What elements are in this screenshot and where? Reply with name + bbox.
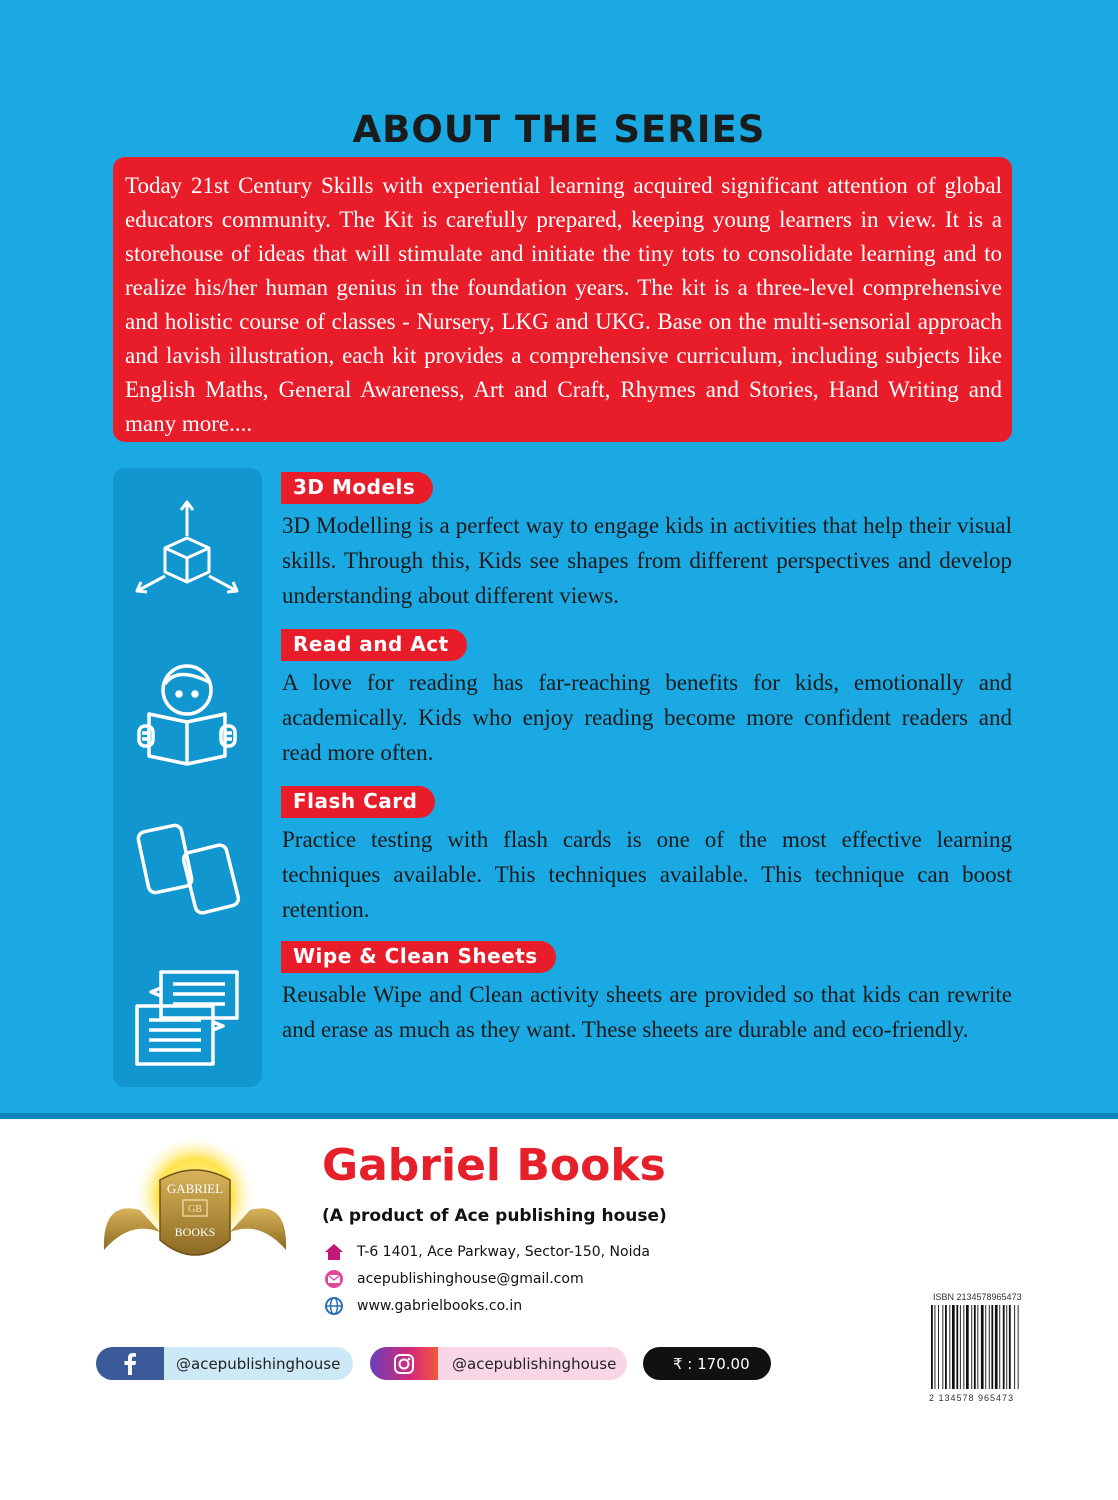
feature-3d-models	[281, 472, 1012, 613]
barcode-bar	[956, 1305, 958, 1389]
email-text[interactable]: acepublishinghouse@gmail.com	[357, 1271, 584, 1287]
price-text: ₹ : 170.00	[673, 1354, 750, 1373]
price-badge	[643, 1347, 771, 1380]
website-row	[323, 1296, 522, 1316]
feature-text: A love for reading has far-reaching benefits for kids, emotionally and academically. Kids who enjoy reading become more confident readers and read more often.	[282, 670, 1012, 765]
barcode-bar	[949, 1305, 950, 1389]
barcode-bar	[989, 1305, 990, 1389]
barcode-bar	[935, 1305, 936, 1389]
barcode-bar	[938, 1305, 939, 1389]
facebook-badge[interactable]	[96, 1347, 353, 1380]
barcode-bar	[931, 1305, 933, 1389]
address-row	[323, 1242, 650, 1262]
feature-read-and-act	[281, 629, 1012, 770]
icon-column	[113, 468, 262, 1087]
barcode-bar	[981, 1305, 984, 1389]
feature-text: Practice testing with flash cards is one of the most effective learning techniques available. This techniques available. This technique can boost retention.	[282, 827, 1012, 922]
barcode-bar	[952, 1305, 955, 1389]
website-text[interactable]: www.gabrielbooks.co.in	[357, 1298, 523, 1314]
barcode-bar	[945, 1305, 947, 1389]
isbn-label: ISBN 2134578965473	[933, 1292, 1022, 1302]
barcode-bar	[991, 1305, 993, 1389]
child-reading-icon	[125, 648, 250, 773]
barcode-bar	[963, 1305, 964, 1389]
publisher-name: Gabriel Books	[322, 1140, 666, 1191]
publisher-tagline: (A product of Ace publishing house)	[322, 1206, 667, 1226]
feature-wipe-clean	[281, 941, 1012, 1047]
barcode-bar	[942, 1305, 943, 1389]
instagram-badge[interactable]	[370, 1347, 627, 1380]
logo-text-bottom: BOOKS	[174, 1225, 216, 1239]
feature-title: Wipe & Clean Sheets	[281, 941, 556, 973]
barcode-bar	[1003, 1305, 1005, 1389]
barcode-bar	[985, 1305, 986, 1389]
feature-title: Flash Card	[281, 786, 435, 818]
feature-title: Read and Act	[281, 629, 467, 661]
barcode-bar	[1014, 1305, 1015, 1389]
barcode-bar	[974, 1305, 976, 1389]
facebook-handle[interactable]: @acepublishinghouse	[176, 1354, 341, 1373]
barcode-bar	[1006, 1305, 1007, 1389]
barcode-bar	[960, 1305, 961, 1389]
feature-text: Reusable Wipe and Clean activity sheets are provided so that kids can rewrite and erase as much as they want. These sheets are durable and eco-friendly.	[282, 982, 1012, 1042]
email-row	[323, 1269, 584, 1289]
page-title: ABOUT THE SERIES	[352, 108, 766, 151]
feature-text: 3D Modelling is a perfect way to engage kids in activities that help their visual skills. Through this, Kids see shapes from different perspectives and develop understanding about different views.	[282, 513, 1012, 608]
cube-arrows-icon	[125, 490, 250, 615]
facebook-icon	[96, 1347, 164, 1380]
barcode-bar	[1018, 1305, 1019, 1389]
sheets-icon	[125, 958, 250, 1083]
isbn-digits: 2 134578 965473	[929, 1393, 1015, 1403]
flash-cards-icon	[125, 808, 250, 933]
barcode-bar	[999, 1305, 1000, 1389]
barcode	[929, 1303, 1033, 1391]
address-text: T-6 1401, Ace Parkway, Sector-150, Noida	[357, 1244, 650, 1260]
barcode-bar	[1009, 1305, 1011, 1389]
instagram-handle[interactable]: @acepublishinghouse	[452, 1354, 617, 1373]
instagram-icon	[370, 1347, 438, 1380]
about-text: Today 21st Century Skills with experiential learning acquired significant attention of global educators community. The Kit is carefully prepared, keeping young learners in view. It is a storehouse of ideas that will stimulate and initiate the tiny tots to consolidate learning and to realize his/her human genius in the foundation years. The kit is a three-level comprehensive and holistic course of classes - Nursery, LKG and UKG. Base on the multi-sensorial approach and lavish illustration, each kit provides a comprehensive curriculum, including subjects like English Maths, General Awareness, Art and Craft, Rhymes and Stories, Hand Writing and many more....	[125, 173, 1002, 436]
logo-text-top: GABRIEL	[166, 1181, 224, 1196]
globe-icon	[323, 1296, 345, 1316]
divider	[0, 1113, 1118, 1119]
barcode-bar	[995, 1305, 998, 1389]
feature-flash-card	[281, 786, 1012, 927]
publisher-logo	[100, 1140, 290, 1280]
barcode-bar	[977, 1305, 978, 1389]
barcode-bar	[966, 1305, 969, 1389]
barcode-bar	[971, 1305, 972, 1389]
logo-text-mid: GB	[188, 1204, 202, 1215]
home-icon	[323, 1242, 345, 1262]
email-icon	[323, 1269, 345, 1289]
feature-title: 3D Models	[281, 472, 433, 504]
about-box	[113, 157, 1012, 442]
